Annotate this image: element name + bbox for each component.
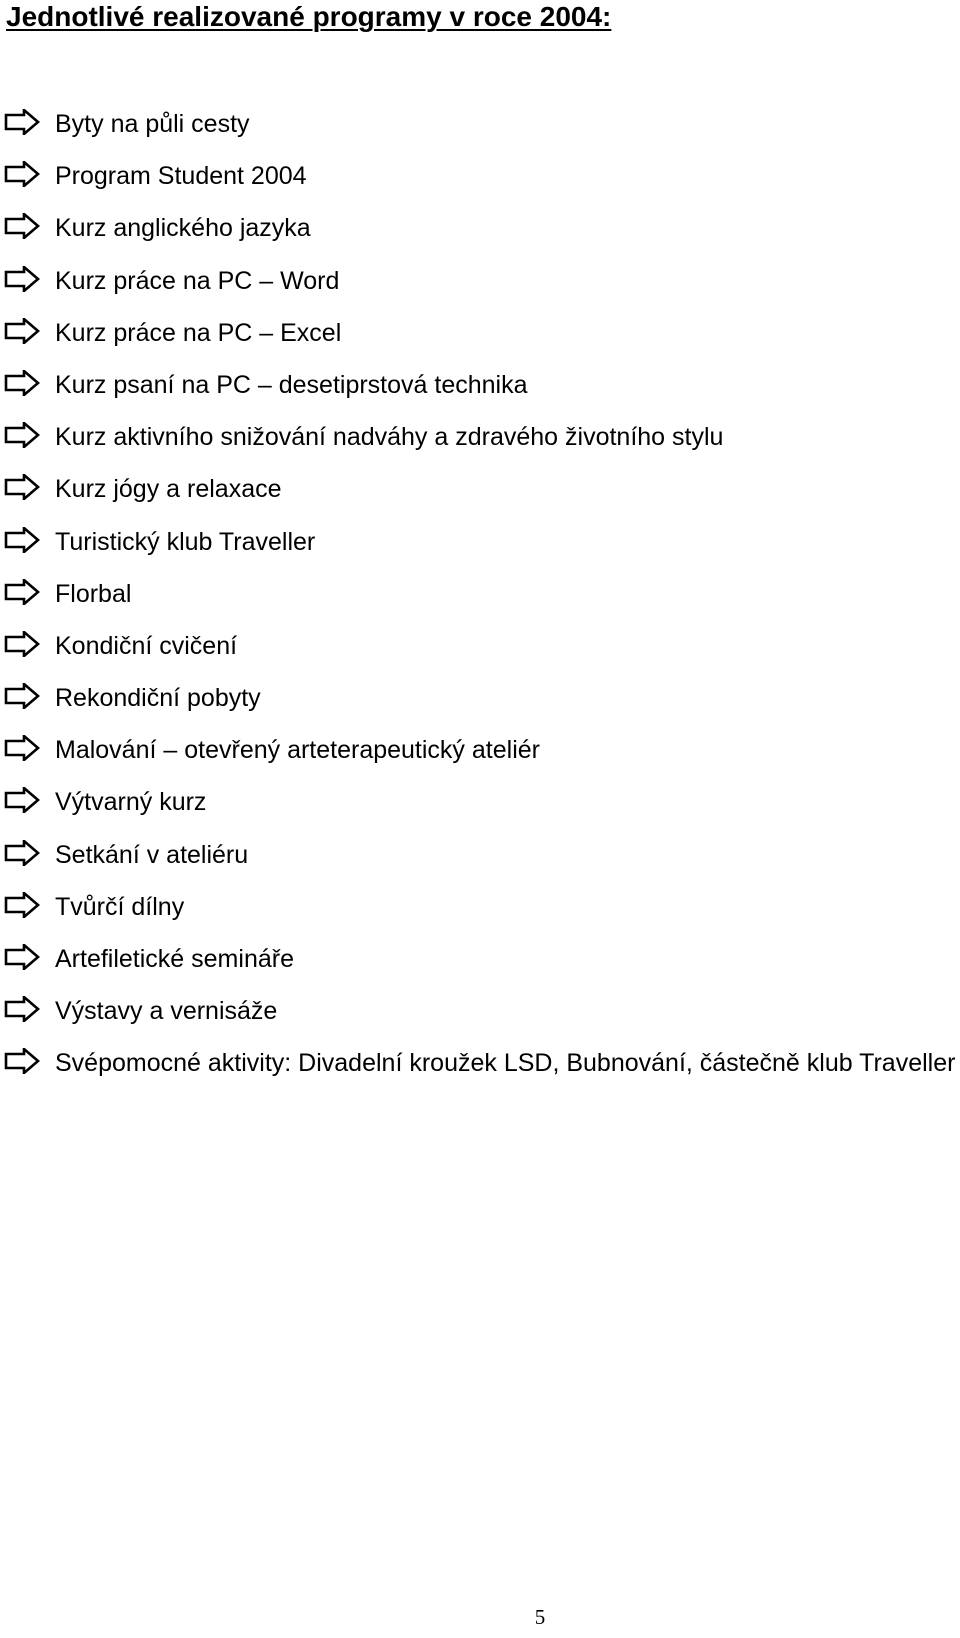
program-item [0, 993, 960, 1045]
program-label: Rekondiční pobyty [55, 684, 261, 713]
program-label: Kurz práce na PC – Word [55, 266, 340, 295]
hollow-right-arrow-icon [4, 527, 40, 553]
page-title: Jednotlivé realizované programy v roce 2004: [6, 1, 612, 32]
program-label: Kondiční cvičení [55, 631, 238, 660]
program-item [0, 576, 960, 628]
hollow-right-arrow-icon [4, 474, 40, 500]
program-label: Setkání v ateliéru [55, 840, 249, 869]
program-label: Kurz aktivního snižování nadváhy a zdravého životního stylu [55, 423, 724, 452]
program-label: Kurz jógy a relaxace [55, 475, 282, 504]
program-item [0, 524, 960, 576]
hollow-right-arrow-icon [4, 996, 40, 1022]
hollow-right-arrow-icon [4, 579, 40, 605]
hollow-right-arrow-icon [4, 370, 40, 396]
program-item [0, 889, 960, 941]
hollow-right-arrow-icon [4, 787, 40, 813]
program-label: Program Student 2004 [55, 162, 307, 191]
program-item [0, 263, 960, 315]
program-label: Turistický klub Traveller [55, 527, 316, 556]
hollow-right-arrow-icon [4, 840, 40, 866]
program-label: Kurz anglického jazyka [55, 214, 311, 243]
program-item [0, 419, 960, 471]
hollow-right-arrow-icon [4, 631, 40, 657]
hollow-right-arrow-icon [4, 266, 40, 292]
hollow-right-arrow-icon [4, 161, 40, 187]
hollow-right-arrow-icon [4, 213, 40, 239]
program-item [0, 471, 960, 523]
program-item [0, 1045, 960, 1081]
program-item [0, 784, 960, 836]
program-item [0, 628, 960, 680]
program-label: Výtvarný kurz [55, 788, 207, 817]
program-label: Tvůrčí dílny [55, 892, 185, 921]
hollow-right-arrow-icon [4, 318, 40, 344]
program-item [0, 106, 960, 158]
program-item [0, 680, 960, 732]
hollow-right-arrow-icon [4, 109, 40, 135]
program-item [0, 732, 960, 784]
program-item [0, 941, 960, 993]
hollow-right-arrow-icon [4, 892, 40, 918]
hollow-right-arrow-icon [4, 735, 40, 761]
program-label: Výstavy a vernisáže [55, 997, 278, 1026]
program-item [0, 158, 960, 210]
program-label: Byty na půli cesty [55, 110, 250, 138]
program-list [0, 106, 960, 1081]
program-item [0, 367, 960, 419]
program-item [0, 837, 960, 889]
program-item [0, 210, 960, 262]
program-label: Florbal [55, 579, 132, 608]
hollow-right-arrow-icon [4, 422, 40, 448]
program-label: Kurz psaní na PC – desetiprstová technika [55, 370, 528, 399]
program-label: Malování – otevřený arteterapeutický ateliér [55, 736, 540, 765]
hollow-right-arrow-icon [4, 683, 40, 709]
hollow-right-arrow-icon [4, 1048, 40, 1074]
program-label: Kurz práce na PC – Excel [55, 318, 342, 347]
program-item [0, 315, 960, 367]
page-number: 5 [534, 1605, 546, 1629]
program-label: Svépomocné aktivity: Divadelní kroužek LSD, Bubnování, částečně klub Traveller [55, 1049, 956, 1078]
hollow-right-arrow-icon [4, 944, 40, 970]
program-label: Artefiletické semináře [55, 945, 294, 973]
